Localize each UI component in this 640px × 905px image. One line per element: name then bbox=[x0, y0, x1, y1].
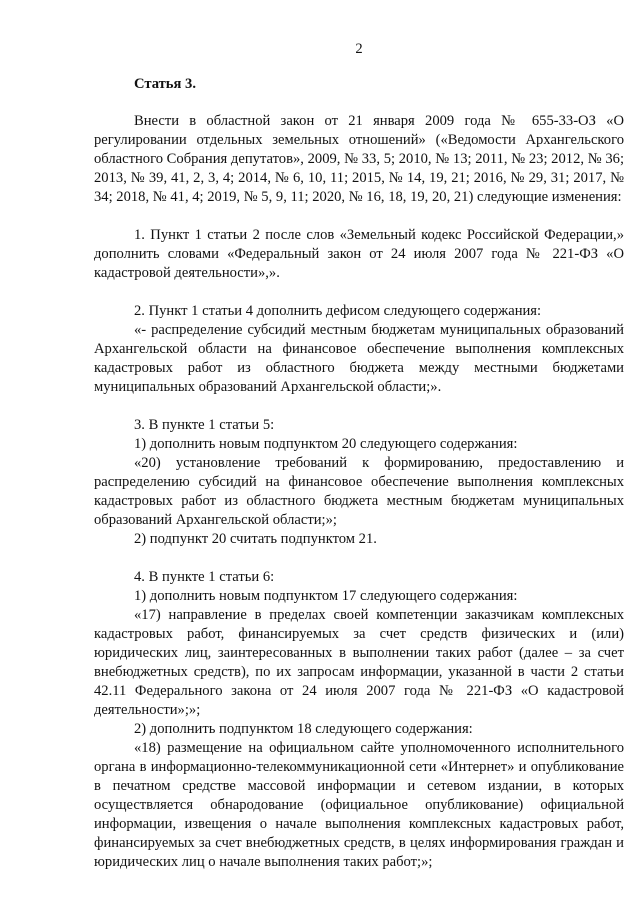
paragraph-gap bbox=[94, 283, 624, 302]
article-heading: Статья 3. bbox=[134, 76, 196, 92]
amendment-item-2: 2. Пункт 1 статьи 4 дополнить дефисом следующего содержания: bbox=[134, 303, 542, 319]
amendment-item-4: 4. В пункте 1 статьи 6: bbox=[134, 569, 275, 585]
paragraph-gap bbox=[94, 549, 624, 568]
amendment-item-4-sub-2: 2) дополнить подпунктом 18 следующего содержания: bbox=[134, 721, 473, 737]
amendment-item-2-text: «- распределение субсидий местным бюджетам муниципальных образований Архангельской области на финансовое обеспечение выполнения комплексных кадастровых работ из областного бюджета между местными бюджетами муниципальных образований Архангельской области;». bbox=[94, 322, 624, 395]
paragraph-gap bbox=[94, 207, 624, 226]
amendment-item-1: 1. Пункт 1 статьи 2 после слов «Земельный кодекс Российской Федерации,» дополнить словами «Федеральный закон от 24 июля 2007 года № 221-ФЗ «О кадастровой деятельности»,». bbox=[94, 227, 624, 281]
amendment-item-4-sub-1: 1) дополнить новым подпунктом 17 следующего содержания: bbox=[134, 588, 518, 604]
page-number: 2 bbox=[355, 41, 363, 57]
amendment-item-4-sub-1-text: «17) направление в пределах своей компетенции заказчикам комплексных кадастровых работ, финансируемых за счет средств физических и (или) юридических лиц, заинтересованных в выполнении таких работ (далее – за счет внебюджетных средств), по их запросам информации, указанной в части 2 статьи 42.11 Федерального закона от 24 июля 2007 года № 221-ФЗ «О кадастровой деятельности»;»; bbox=[94, 607, 624, 718]
amendment-item-3-sub-1-text: «20) установление требований к формированию, предоставлению и распределению субсидий на финансовое обеспечение выполнения комплексных кадастровых работ из областного бюджета местным бюджетам муниципальных образований Архангельской области;»; bbox=[94, 455, 624, 528]
amendment-item-3-sub-2: 2) подпункт 20 считать подпунктом 21. bbox=[134, 531, 377, 547]
amendment-item-3-sub-1: 1) дополнить новым подпунктом 20 следующего содержания: bbox=[134, 436, 518, 452]
amendment-item-3: 3. В пункте 1 статьи 5: bbox=[134, 417, 275, 433]
intro-paragraph: Внести в областной закон от 21 января 2009 года № 655-33-ОЗ «О регулировании отдельных земельных отношений» («Ведомости Архангельского областного Собрания депутатов», 2009, № 33, 5; 2010, № 13; 2011, № 23; 2012, № 36; 2013, № 39, 41, 2, 3, 4; 2014, № 6, 10, 11; 2015, № 14, 19, 21; 2016, № 29, 31; 2017, № 34; 2018, № 41, 4; 2019, № 5, 9, 11; 2020, № 16, 18, 19, 20, 21) следующие изменения: bbox=[94, 113, 624, 205]
paragraph-gap bbox=[94, 397, 624, 416]
amendment-item-4-sub-2-text: «18) размещение на официальном сайте уполномоченного исполнительного органа в информационно-телекоммуникационной сети «Интернет» и опубликование в печатном средстве массовой информации и сетевом издании, в которых осуществляется обнародование (официальное опубликование) официальной информации, извещения о начале выполнения комплексных кадастровых работ, финансируемых за счет внебюджетных средств, в целях информирования граждан и юридических лиц о начале выполнения таких работ;»; bbox=[94, 740, 624, 870]
